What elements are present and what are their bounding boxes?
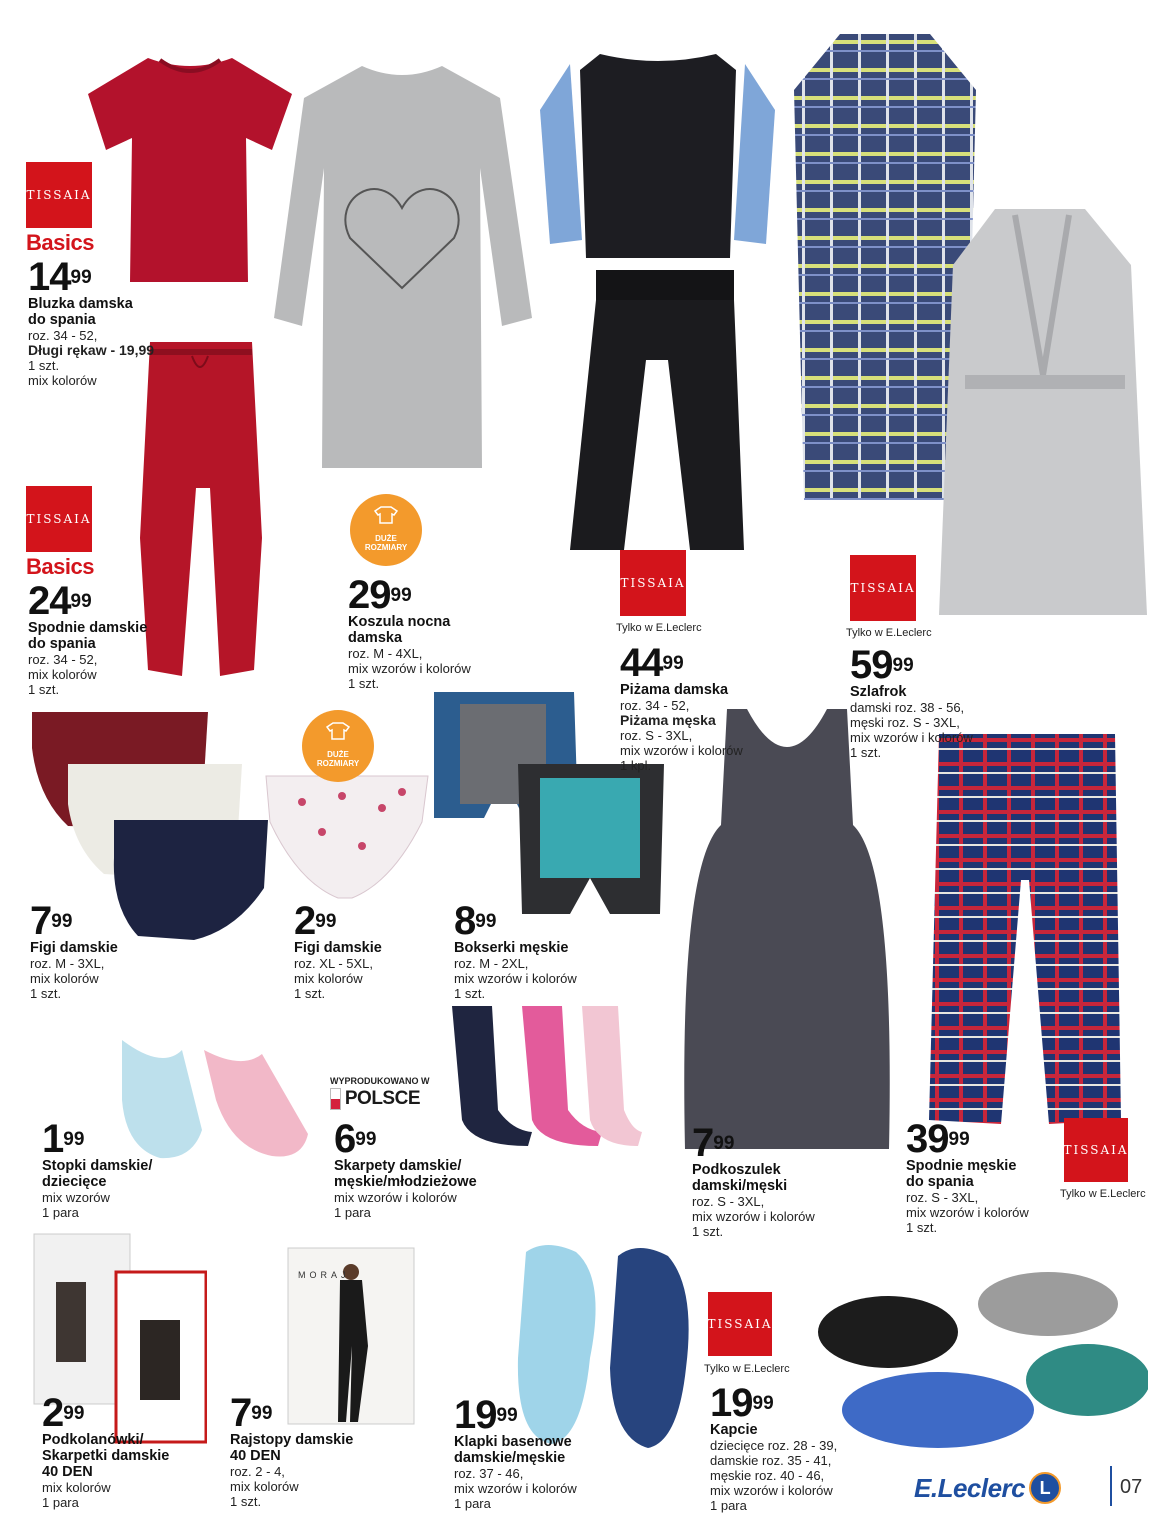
basics-label: Basics (26, 554, 94, 579)
product-details: roz. 37 - 46, mix wzorów i kolorów 1 para (454, 1466, 577, 1511)
only-at-leclerc-label: Tylko w E.Leclerc (616, 622, 702, 634)
price: $14^{99}$ (28, 255, 92, 299)
product-name: Klapki basenowe damskie/męskie (454, 1434, 572, 1466)
price: $19^{99}$ (454, 1393, 518, 1437)
offer-skarpety (334, 1117, 477, 1220)
price: $7^{99}$ (692, 1121, 735, 1165)
tshirt-icon (326, 722, 350, 740)
offer-klapki (454, 1393, 577, 1511)
plaid-pants-image (925, 730, 1125, 1130)
product-name: Skarpety damskie/ męskie/młodzieżowe (334, 1158, 477, 1190)
offer-pizama (620, 641, 743, 773)
offer-figi-1 (30, 899, 118, 1001)
product-name: Spodnie damskie do spania (28, 620, 148, 652)
offer-podkolanowki (42, 1391, 170, 1510)
made-in-poland-mark: WYPRODUKOWANO W POLSCE (330, 1076, 430, 1109)
leclerc-l-icon: L (1029, 1472, 1061, 1504)
price: $44^{99}$ (620, 641, 684, 685)
offer-bluzka (28, 255, 155, 388)
product-name: Kapcie (710, 1422, 758, 1438)
price: $7^{99}$ (30, 899, 73, 943)
product-name: Szlafrok (850, 684, 907, 700)
offer-rajstopy (230, 1391, 354, 1509)
price: $29^{99}$ (348, 573, 412, 617)
footer-divider (1110, 1466, 1112, 1506)
product-name: Spodnie męskie do spania (906, 1158, 1017, 1190)
leclerc-logo: E.Leclerc L (914, 1472, 1061, 1504)
product-details: mix kolorów 1 para (42, 1480, 111, 1510)
product-details: mix wzorów i kolorów 1 para (334, 1190, 457, 1220)
product-name: Stopki damskie/ dziecięce (42, 1158, 153, 1190)
product-details: roz. 34 - 52, Piżama męska roz. S - 3XL, mix wzorów i kolorów 1 kpl. (620, 698, 743, 773)
price: $39^{99}$ (906, 1117, 970, 1161)
tissaia-logo: TISSAIA (850, 555, 916, 621)
only-at-leclerc-label: Tylko w E.Leclerc (1060, 1188, 1146, 1200)
product-details: roz. 2 - 4, mix kolorów 1 szt. (230, 1464, 299, 1509)
product-name: Figi damskie (294, 940, 382, 956)
offer-spodnie-meskie (906, 1117, 1029, 1235)
page-number: 07 (1120, 1476, 1143, 1498)
product-name: Piżama damska (620, 682, 729, 698)
price: $7^{99}$ (230, 1391, 273, 1435)
slippers-image (818, 1268, 1148, 1458)
product-details: roz. S - 3XL, mix wzorów i kolorów 1 szt. (906, 1190, 1029, 1235)
offer-spodnie-damskie (28, 579, 148, 697)
offer-kapcie (710, 1381, 838, 1513)
price: $19^{99}$ (710, 1381, 774, 1425)
tissaia-logo: TISSAIA (708, 1292, 772, 1356)
product-details: roz. S - 3XL, mix wzorów i kolorów 1 szt. (692, 1194, 815, 1239)
product-details: roz. XL - 5XL, mix kolorów 1 szt. (294, 956, 373, 1001)
product-details: roz. M - 4XL, mix wzorów i kolorów 1 szt. (348, 646, 471, 691)
offer-szlafrok (850, 643, 973, 760)
product-details: mix wzorów 1 para (42, 1190, 110, 1220)
price: $2^{99}$ (294, 899, 337, 943)
product-name: Koszula nocna damska (348, 614, 451, 646)
grey-robe-image (935, 205, 1150, 625)
offer-koszula (348, 573, 471, 691)
product-name: Bluzka damska do spania (28, 296, 133, 328)
price: $24^{99}$ (28, 579, 92, 623)
polish-flag-icon (330, 1088, 341, 1110)
only-at-leclerc-label: Tylko w E.Leclerc (704, 1363, 790, 1375)
tissaia-logo: TISSAIA (26, 162, 92, 228)
product-name: Podkolanówki/ Skarpetki damskie 40 DEN (42, 1432, 170, 1480)
only-at-leclerc-label: Tylko w E.Leclerc (846, 627, 932, 639)
pyjama-image (530, 30, 785, 565)
price: $59^{99}$ (850, 643, 914, 687)
product-name: Bokserki męskie (454, 940, 569, 956)
offer-stopki (42, 1117, 153, 1220)
price: $2^{99}$ (42, 1391, 85, 1435)
red-pants-image (130, 338, 270, 686)
offer-bokserki (454, 899, 577, 1001)
product-details: damski roz. 38 - 56, męski roz. S - 3XL, mix wzorów i kolorów 1 szt. (850, 700, 973, 760)
plus-size-badge: DUŻE ROZMIARY (350, 494, 422, 566)
grey-nightshirt-image (270, 58, 535, 478)
price: $1^{99}$ (42, 1117, 85, 1161)
tshirt-icon (374, 506, 398, 524)
moraj-brand-label: MORAJ (298, 1270, 350, 1280)
basics-label: Basics (26, 230, 94, 255)
product-details: roz. 34 - 52, Długi rękaw - 19,99 1 szt. mix kolorów (28, 328, 155, 388)
product-name: Figi damskie (30, 940, 118, 956)
product-name: Rajstopy damskie 40 DEN (230, 1432, 354, 1464)
product-details: roz. M - 3XL, mix kolorów 1 szt. (30, 956, 105, 1001)
red-tshirt-image (86, 50, 294, 290)
product-details: roz. M - 2XL, mix wzorów i kolorów 1 szt. (454, 956, 577, 1001)
price: $6^{99}$ (334, 1117, 377, 1161)
tissaia-logo: TISSAIA (620, 550, 686, 616)
price: $8^{99}$ (454, 899, 497, 943)
plus-size-badge: DUŻE ROZMIARY (302, 710, 374, 782)
tissaia-logo: TISSAIA (26, 486, 92, 552)
product-name: Podkoszulek damski/męski (692, 1162, 788, 1194)
offer-podkoszulek (692, 1121, 815, 1239)
floral-briefs-image (262, 772, 432, 902)
tissaia-logo: TISSAIA (1064, 1118, 1128, 1182)
product-details: dziecięce roz. 28 - 39, damskie roz. 35 - 41, męskie roz. 40 - 46, mix wzorów i kolorów 1 para (710, 1438, 838, 1513)
offer-figi-2 (294, 899, 382, 1001)
product-details: roz. 34 - 52, mix kolorów 1 szt. (28, 652, 98, 697)
